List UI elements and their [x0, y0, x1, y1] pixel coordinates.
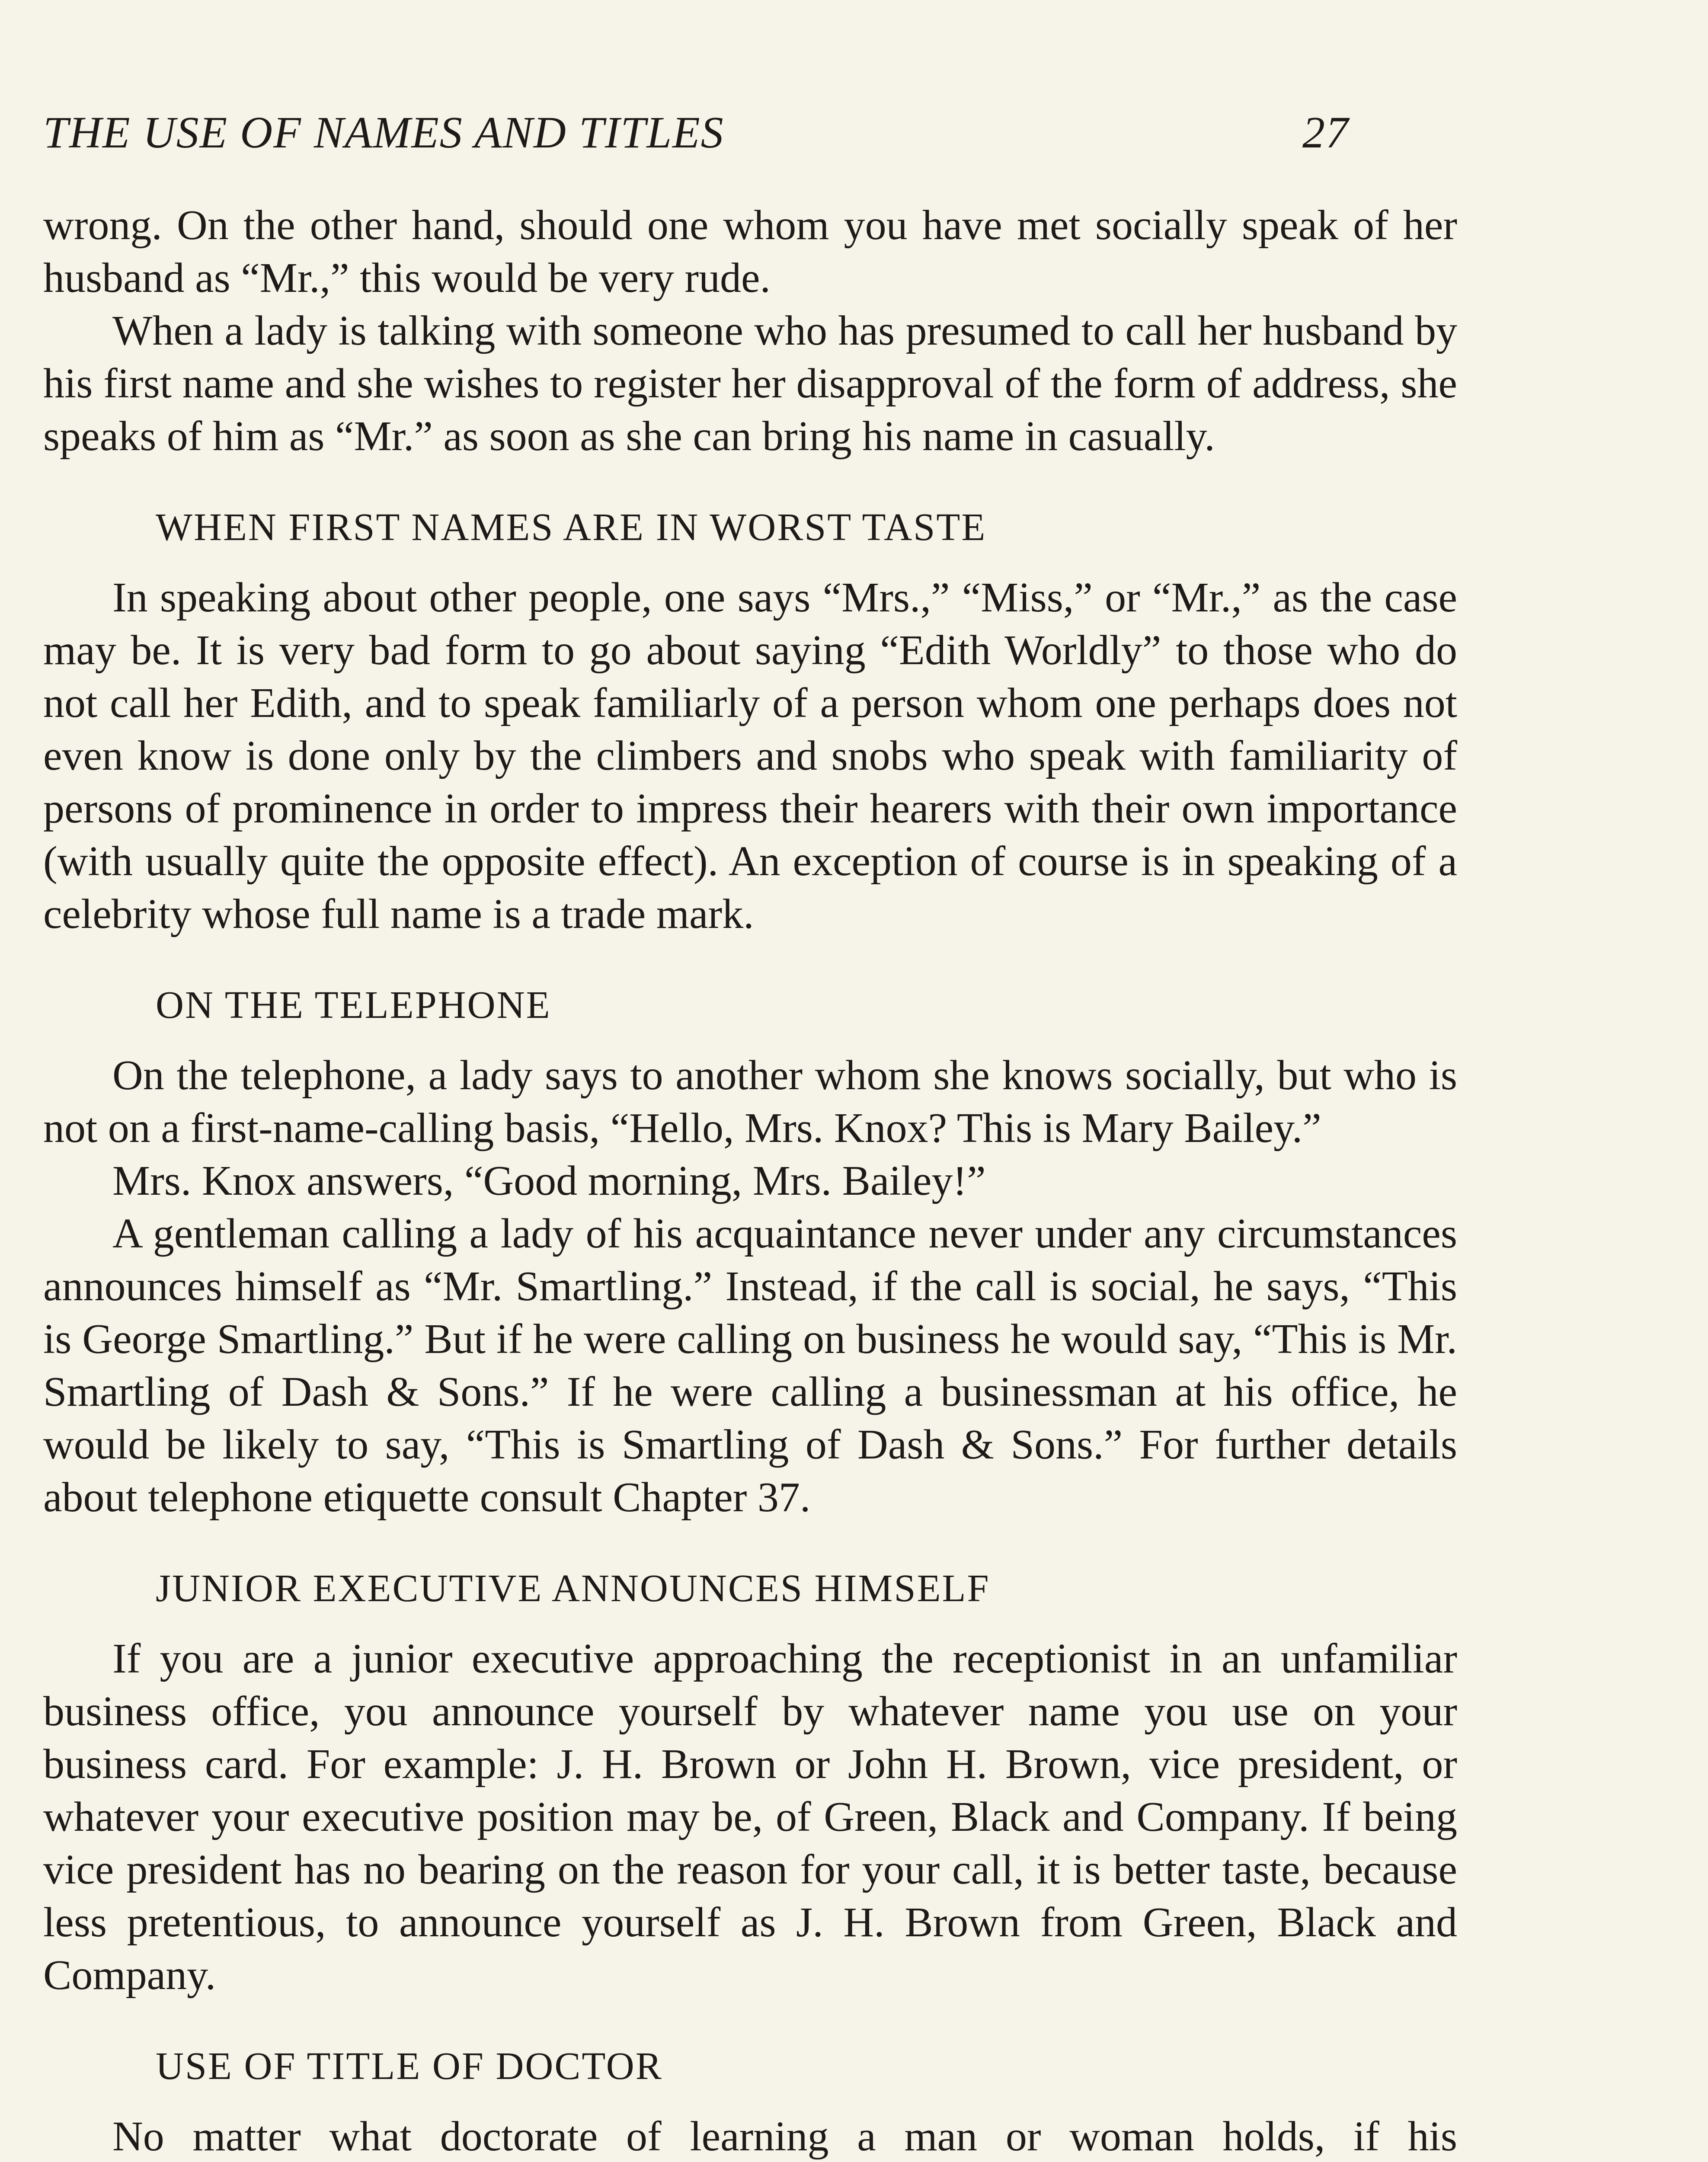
- paragraph: A gentleman calling a lady of his acquaintance never under any circumstances announces himself as “Mr. Smartling.” Instead, if the call is social, he says, “This is George Smartling.” But if he were calling on business he would say, “This is Mr. Smartling of Dash & Sons.” If he were calling a businessman at his office, he would be likely to say, “This is Smartling of Dash & Sons.” For further details about telephone etiquette consult Chapter 37.: [43, 1210, 1457, 1521]
- body-text: [43, 199, 1457, 2162]
- section-heading: USE OF TITLE OF DOCTOR: [156, 2045, 663, 2088]
- running-title: THE USE OF NAMES AND TITLES: [43, 108, 724, 157]
- paragraph: Mrs. Knox answers, “Good morning, Mrs. Bailey!”: [112, 1158, 986, 1204]
- paragraph: If you are a junior executive approaching the receptionist in an unfamiliar business office, you announce yourself by whatever name you use on your business card. For example: J. H. Brown or John H. Brown, vice president, or whatever your executive position may be, of Green, Black and Company. If being vice president has no bearing on the reason for your call, it is better taste, because less pretentious, to announce yourself as J. H. Brown from Green, Black and Company.: [43, 1635, 1457, 1999]
- page-number: 27: [1302, 108, 1349, 157]
- paragraph: wrong. On the other hand, should one whom you have met socially speak of her husband as “Mr.,” this would be very rude.: [43, 202, 1457, 301]
- section-heading: WHEN FIRST NAMES ARE IN WORST TASTE: [156, 506, 987, 549]
- paragraph: No matter what doctorate of learning a man or woman holds, if his: [112, 2113, 1457, 2160]
- running-header: [43, 110, 1349, 155]
- section-heading: ON THE TELEPHONE: [156, 984, 551, 1027]
- section-heading: JUNIOR EXECUTIVE ANNOUNCES HIMSELF: [156, 1567, 990, 1610]
- paragraph: In speaking about other people, one says “Mrs.,” “Miss,” or “Mr.,” as the case may be. It is very bad form to go about saying “Edith Worldly” to those who do not call her Edith, and to speak familiarly of a person whom one perhaps does not even know is done only by the climbers and snobs who speak with familiarity of persons of prominence in order to impress their hearers with their own importance (with usually quite the opposite effect). An exception of course is in speaking of a celebrity whose full name is a trade mark.: [43, 574, 1457, 937]
- paragraph: When a lady is talking with someone who has presumed to call her husband by his first name and she wishes to register her disapproval of the form of address, she speaks of him as “Mr.” as soon as she can bring his name in casually.: [43, 307, 1457, 460]
- paragraph: On the telephone, a lady says to another whom she knows socially, but who is not on a first-name-calling basis, “Hello, Mrs. Knox? This is Mary Bailey.”: [43, 1052, 1457, 1151]
